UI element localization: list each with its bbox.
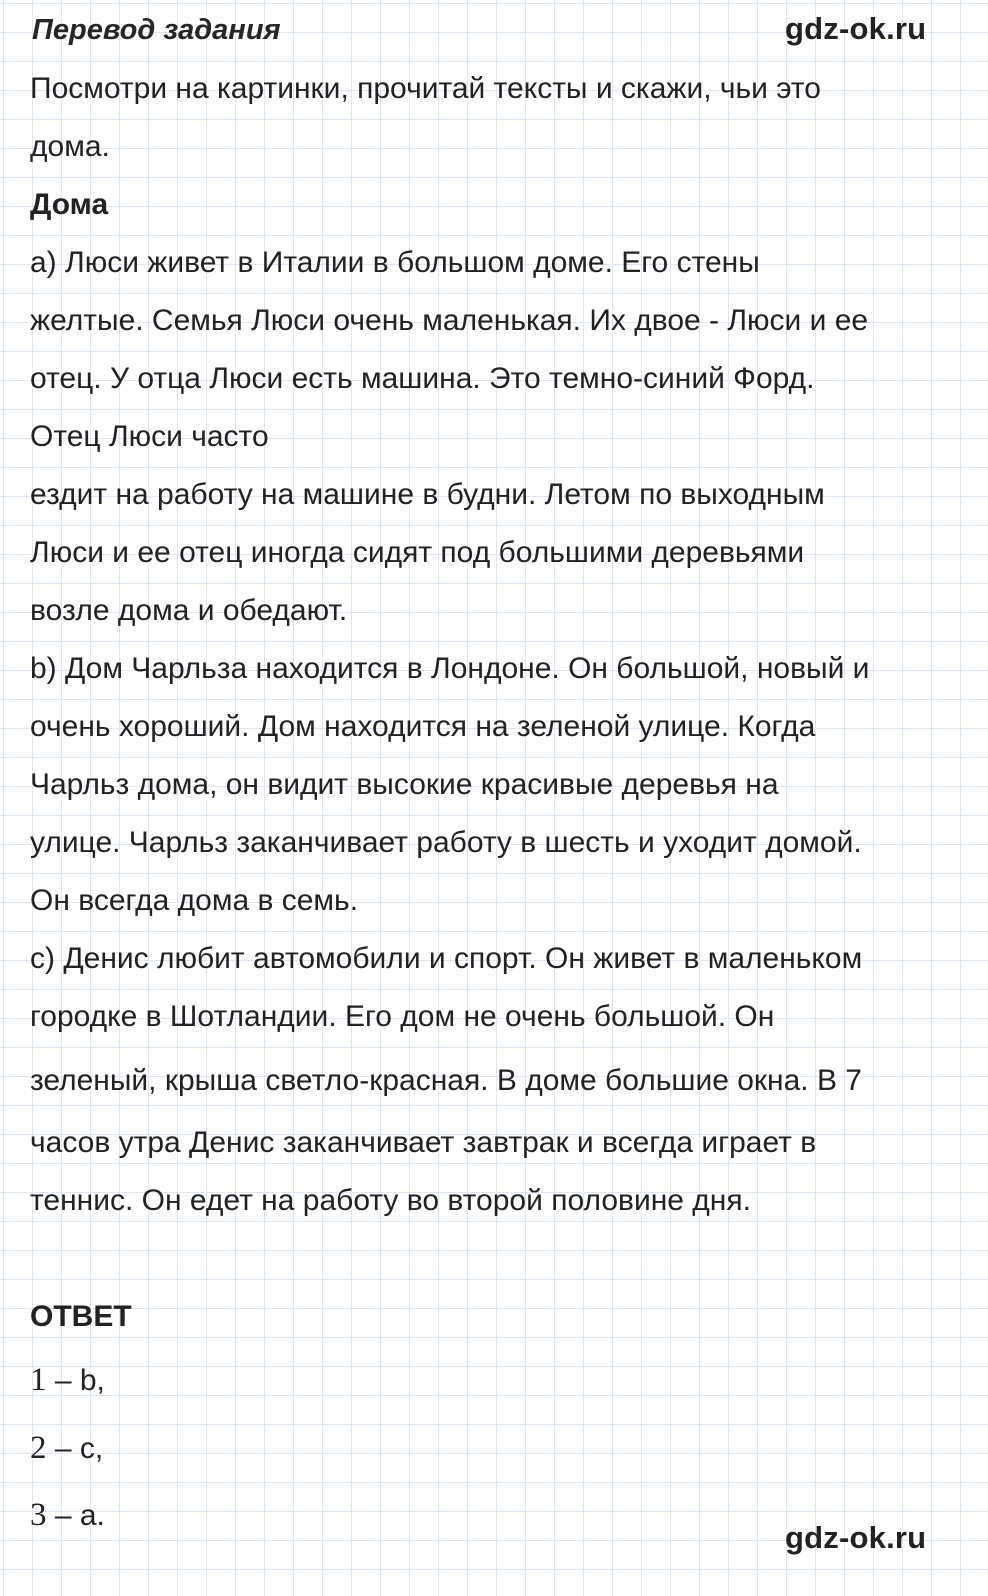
text-line: зеленый, крыша светло-красная. В доме большие окна. В 7 [30,1064,862,1097]
text-line: городке в Шотландии. Его дом не очень большой. Он [30,1000,775,1033]
translation-heading: Перевод задания [32,14,281,46]
text-line: Отец Люси часто [30,420,269,453]
site-watermark-bottom: gdz-ok.ru [785,1520,927,1555]
answer-text: – b, [46,1364,105,1397]
answer-title: ОТВЕТ [30,1300,132,1333]
text-line: с) Денис любит автомобили и спорт. Он живет в маленьком [30,942,863,975]
answer-number: 3 [30,1497,47,1533]
text-line: теннис. Он едет на работу во второй половине дня. [30,1184,751,1217]
text-line: желтые. Семья Люси очень маленькая. Их двое - Люси и ее [30,304,869,337]
answer-text: – с, [46,1432,104,1465]
text-line: отец. У отца Люси есть машина. Это темно-синий Форд. [30,362,815,395]
site-watermark-top: gdz-ok.ru [785,11,927,46]
text-line: Чарльз дома, он видит высокие красивые деревья на [30,768,779,801]
answer-number: 1 [30,1362,47,1398]
text-line: очень хороший. Дом находится на зеленой улице. Когда [30,710,816,743]
text-line: b) Дом Чарльза находится в Лондоне. Он большой, новый и [30,652,870,685]
text-line: ездит на работу на машине в будни. Летом по выходным [30,478,825,511]
text-line: часов утра Денис заканчивает завтрак и всегда играет в [30,1126,817,1159]
intro-line-2: дома. [30,130,110,163]
text-line: возле дома и обедают. [30,594,348,627]
text-line: Люси и ее отец иногда сидят под большими деревьями [30,536,805,569]
answer-text: – а. [46,1499,105,1532]
text-line: Он всегда дома в семь. [30,884,359,917]
answer-number: 2 [30,1430,47,1466]
answer-item [30,1430,103,1467]
section-title: Дома [30,188,109,221]
text-line: улице. Чарльз заканчивает работу в шесть и уходит домой. [30,826,862,859]
answer-item [30,1362,105,1399]
intro-line-1: Посмотри на картинки, прочитай тексты и скажи, чьи это [30,72,821,105]
text-line: a) Люси живет в Италии в большом доме. Его стены [30,246,760,279]
answer-item [30,1497,105,1534]
